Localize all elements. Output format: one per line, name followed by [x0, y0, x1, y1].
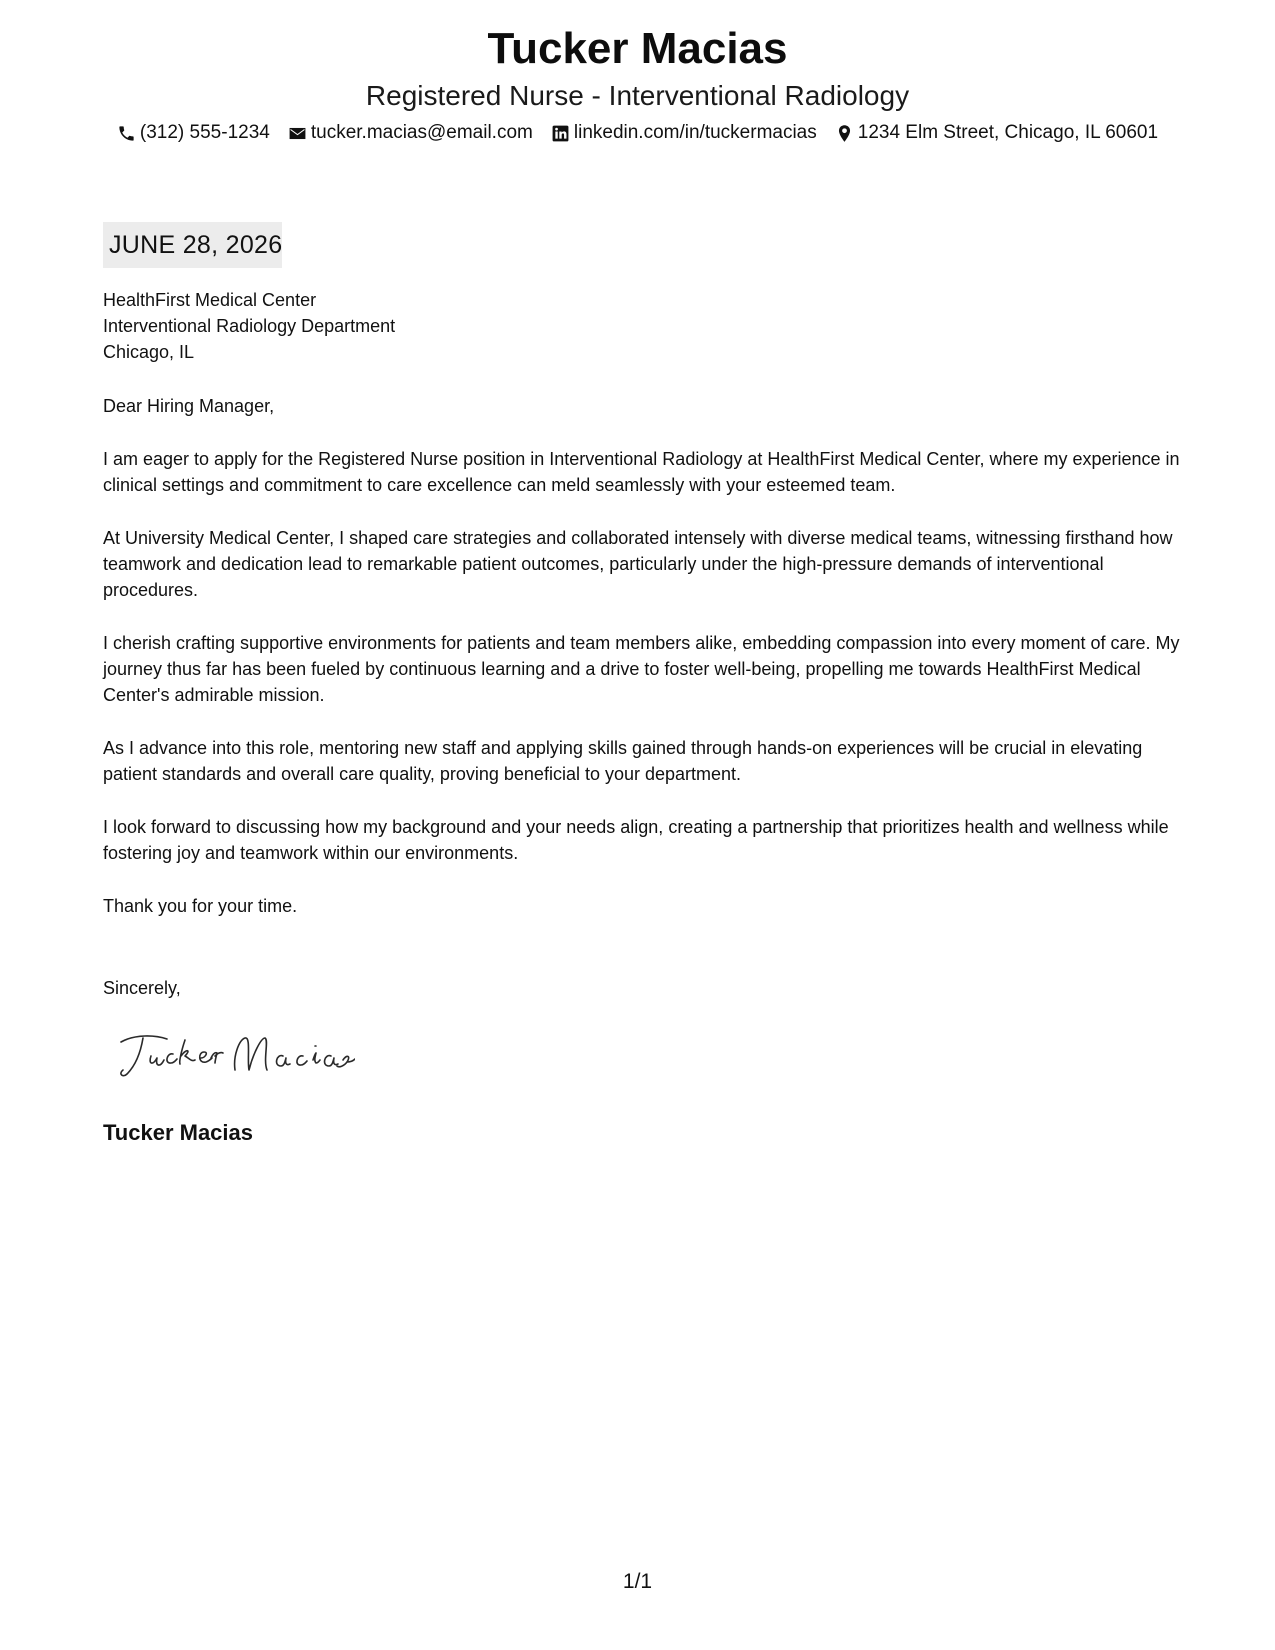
envelope-icon — [288, 124, 307, 143]
email-text: tucker.macias@email.com — [310, 122, 533, 143]
signer-name: Tucker Macias — [103, 1120, 254, 1145]
salutation: Dear Hiring Manager, — [103, 396, 275, 416]
recipient-block — [103, 287, 395, 365]
applicant-role: Registered Nurse - Interventional Radiology — [365, 80, 910, 111]
body-paragraph: Thank you for your time. — [103, 896, 298, 916]
body-paragraph: I cherish crafting supportive environments for patients and team members alike, embedding compassion into every moment of care. My journey thus far has been fueled by continuous learning and a drive to foster well-being, propelling me towards HealthFirst Medical Center's admirable mission. — [103, 633, 1180, 705]
applicant-name: Tucker Macias — [487, 24, 788, 73]
map-pin-icon — [835, 124, 854, 143]
recipient-organization: HealthFirst Medical Center — [103, 290, 317, 310]
page-number: 1/1 — [622, 1570, 653, 1593]
contact-linkedin[interactable] — [551, 120, 817, 146]
body-paragraph: As I advance into this role, mentoring new staff and applying skills gained through hands-on experiences will be crucial in elevating patient standards and overall care quality, proving beneficial to your department. — [103, 738, 1143, 784]
letter-date: JUNE 28, 2026 — [103, 222, 282, 268]
contact-phone — [117, 120, 270, 146]
handwritten-signature — [115, 1030, 355, 1082]
body-paragraph: I am eager to apply for the Registered Nurse position in Interventional Radiology at HealthFirst Medical Center, where my experience in clinical settings and commitment to care excellence can meld seamlessly with your esteemed team. — [103, 449, 1180, 495]
body-paragraph: At University Medical Center, I shaped care strategies and collaborated intensely with diverse medical teams, witnessing firsthand how teamwork and dedication lead to remarkable patient outcomes, particularly under the high-pressure demands of interventional procedures. — [103, 528, 1173, 600]
letter-header — [0, 20, 1275, 146]
letter-body — [103, 393, 1183, 946]
letter-date-block — [103, 222, 282, 268]
phone-icon — [117, 124, 136, 143]
contact-bar — [0, 120, 1275, 146]
linkedin-text: linkedin.com/in/tuckermacias — [573, 122, 817, 143]
contact-email[interactable] — [288, 120, 533, 146]
phone-text: (312) 555-1234 — [139, 122, 270, 143]
contact-address — [835, 120, 1158, 146]
linkedin-icon — [551, 124, 570, 143]
address-text: 1234 Elm Street, Chicago, IL 60601 — [857, 122, 1159, 143]
recipient-department: Interventional Radiology Department — [103, 316, 396, 336]
valediction: Sincerely, — [103, 978, 181, 998]
body-paragraph: I look forward to discussing how my background and your needs align, creating a partnership that prioritizes health and wellness while fostering joy and teamwork within our environments. — [103, 817, 1169, 863]
recipient-location: Chicago, IL — [103, 342, 195, 362]
